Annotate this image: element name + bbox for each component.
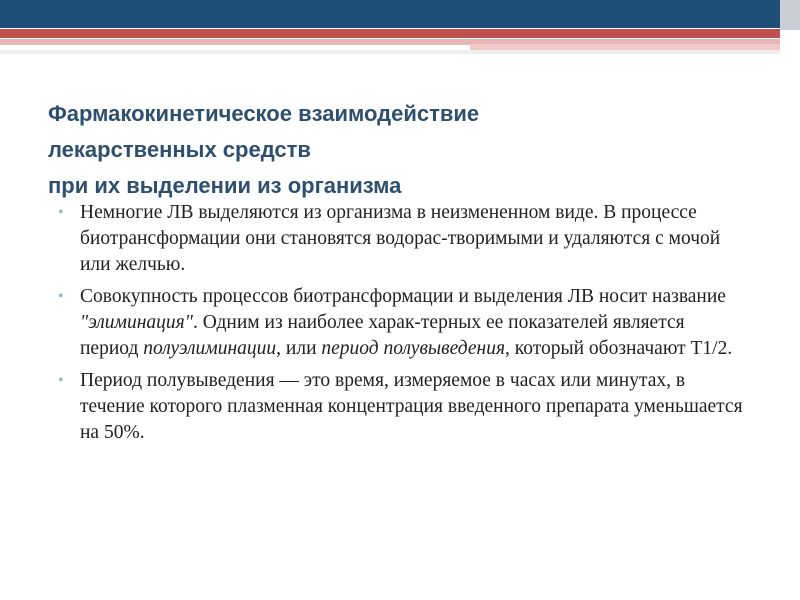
bullet-text-part: Совокупность процессов биотрансформации и выделения ЛВ носит название bbox=[80, 286, 726, 307]
header-blue-stripe bbox=[0, 0, 780, 28]
slide-title-line-2: лекарственных средств bbox=[48, 137, 311, 162]
bullet-text-part: который обозначают Т1/2. bbox=[509, 338, 733, 359]
bullet-item-2 bbox=[56, 284, 746, 362]
bullet-text-part: или bbox=[281, 338, 322, 359]
bullet-list bbox=[56, 200, 746, 452]
bullet-text: Период полувыведения — это время, измеряемое в часах или минутах, в течение которого плазменная концентрация введенного препарата уменьшается на 50%. bbox=[80, 370, 743, 443]
bullet-dot-icon: • bbox=[58, 204, 64, 221]
header-grey-stripe bbox=[0, 50, 780, 54]
bullet-dot-icon: • bbox=[58, 288, 64, 305]
bullet-dot-icon: • bbox=[58, 372, 64, 389]
term-half-life: период полувыведения, bbox=[321, 338, 510, 359]
slide-title-line-3: при их выделении из организма bbox=[48, 173, 402, 198]
bullet-item-3 bbox=[56, 368, 746, 446]
bullet-text-part: . Одним из наиболее харак-терных ее показателей является период bbox=[80, 312, 685, 359]
header-edge-stripe bbox=[780, 0, 800, 30]
header-red-stripe bbox=[0, 29, 780, 38]
bullet-item-1 bbox=[56, 200, 746, 278]
term-elimination: "элиминация" bbox=[80, 312, 193, 333]
slide-title bbox=[48, 96, 748, 204]
bullet-text: Немногие ЛВ выделяются из организма в неизмененном виде. В процессе биотрансформации они становятся водорас-творимыми и удаляются с мочой или желчью. bbox=[80, 202, 721, 275]
term-semi-elimination: полуэлиминации, bbox=[143, 338, 282, 359]
header-decoration bbox=[0, 0, 800, 56]
slide-title-line-1: Фармакокинетическое взаимодействие bbox=[48, 101, 480, 126]
